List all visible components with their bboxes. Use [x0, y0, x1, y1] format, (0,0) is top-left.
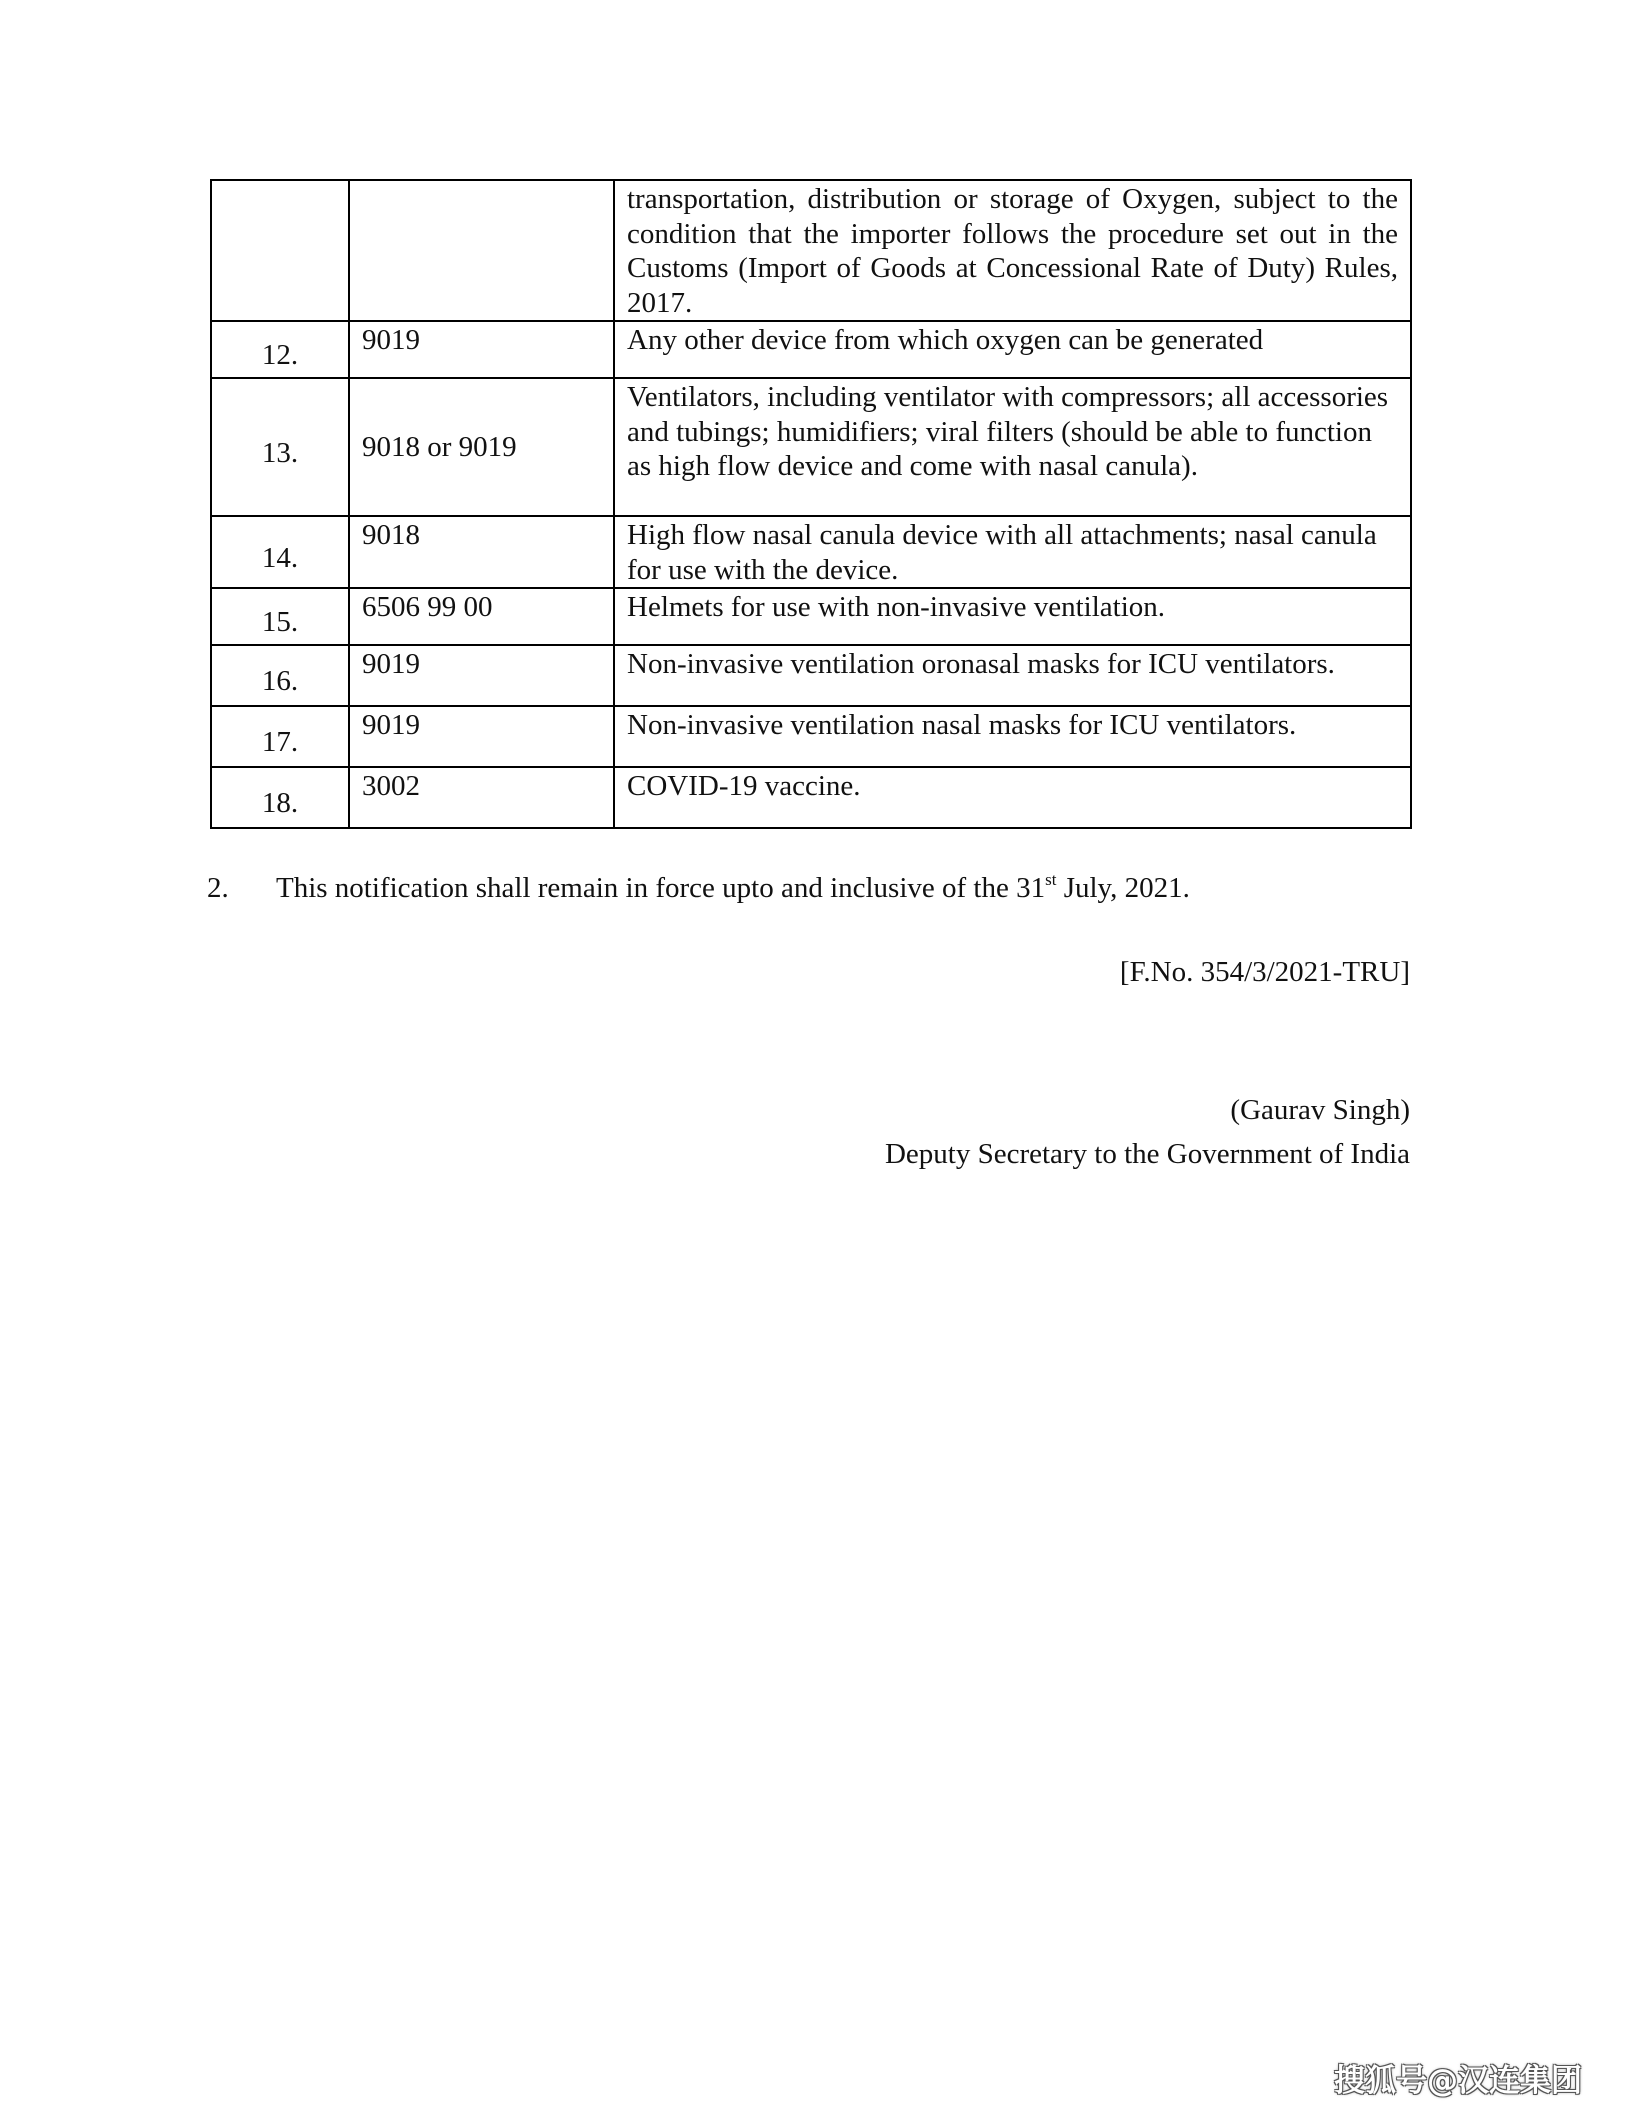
- signatory-name: (Gaurav Singh): [1230, 1094, 1410, 1126]
- tariff-code-cell: 3002: [349, 767, 614, 828]
- serial-number-cell: 17.: [211, 706, 349, 767]
- signature-block: [885, 1088, 1410, 1176]
- paragraph-number: 2.: [207, 872, 229, 904]
- description-cell: COVID-19 vaccine.: [614, 767, 1411, 828]
- serial-number-cell: 16.: [211, 645, 349, 706]
- serial-number-cell: [211, 180, 349, 321]
- tariff-code-cell: 9018 or 9019: [349, 378, 614, 516]
- table-row: [211, 588, 1411, 645]
- paragraph-text-end: July, 2021.: [1056, 872, 1190, 904]
- customs-items-table: [210, 179, 1412, 829]
- table-row: [211, 321, 1411, 378]
- description-cell: transportation, distribution or storage of Oxygen, subject to the condition that the importer follows the procedure set out in the Customs (Import of Goods at Concessional Rate of Duty) Rules, 2017.: [614, 180, 1411, 321]
- serial-number-cell: 15.: [211, 588, 349, 645]
- watermark: 搜狐号@汉连集团: [1334, 2063, 1582, 2099]
- table-row: [211, 516, 1411, 588]
- description-cell: Ventilators, including ventilator with compressors; all accessories and tubings; humidifiers; viral filters (should be able to function as high flow device and come with nasal canula).: [614, 378, 1411, 516]
- signatory-designation: Deputy Secretary to the Government of India: [884, 1138, 1410, 1170]
- table-row: [211, 378, 1411, 516]
- tariff-code-cell: [349, 180, 614, 321]
- table-row: [211, 706, 1411, 767]
- description-cell: Non-invasive ventilation oronasal masks for ICU ventilators.: [614, 645, 1411, 706]
- table-row: [211, 645, 1411, 706]
- table-row: [211, 180, 1411, 321]
- date-ordinal-suffix: st: [1045, 870, 1057, 889]
- tariff-code-cell: 9019: [349, 706, 614, 767]
- tariff-code-cell: 6506 99 00: [349, 588, 614, 645]
- table-row: [211, 767, 1411, 828]
- tariff-code-cell: 9019: [349, 321, 614, 378]
- description-cell: Helmets for use with non-invasive ventilation.: [614, 588, 1411, 645]
- description-cell: High flow nasal canula device with all attachments; nasal canula for use with the device.: [614, 516, 1411, 588]
- serial-number-cell: 18.: [211, 767, 349, 828]
- description-cell: Any other device from which oxygen can be generated: [614, 321, 1411, 378]
- serial-number-cell: 13.: [211, 378, 349, 516]
- serial-number-cell: 12.: [211, 321, 349, 378]
- description-cell: Non-invasive ventilation nasal masks for ICU ventilators.: [614, 706, 1411, 767]
- validity-paragraph: [207, 871, 1190, 905]
- tariff-code-cell: 9019: [349, 645, 614, 706]
- tariff-code-cell: 9018: [349, 516, 614, 588]
- serial-number-cell: 14.: [211, 516, 349, 588]
- file-number: [F.No. 354/3/2021-TRU]: [1119, 956, 1410, 988]
- paragraph-text: This notification shall remain in force upto and inclusive of the 31: [276, 872, 1046, 904]
